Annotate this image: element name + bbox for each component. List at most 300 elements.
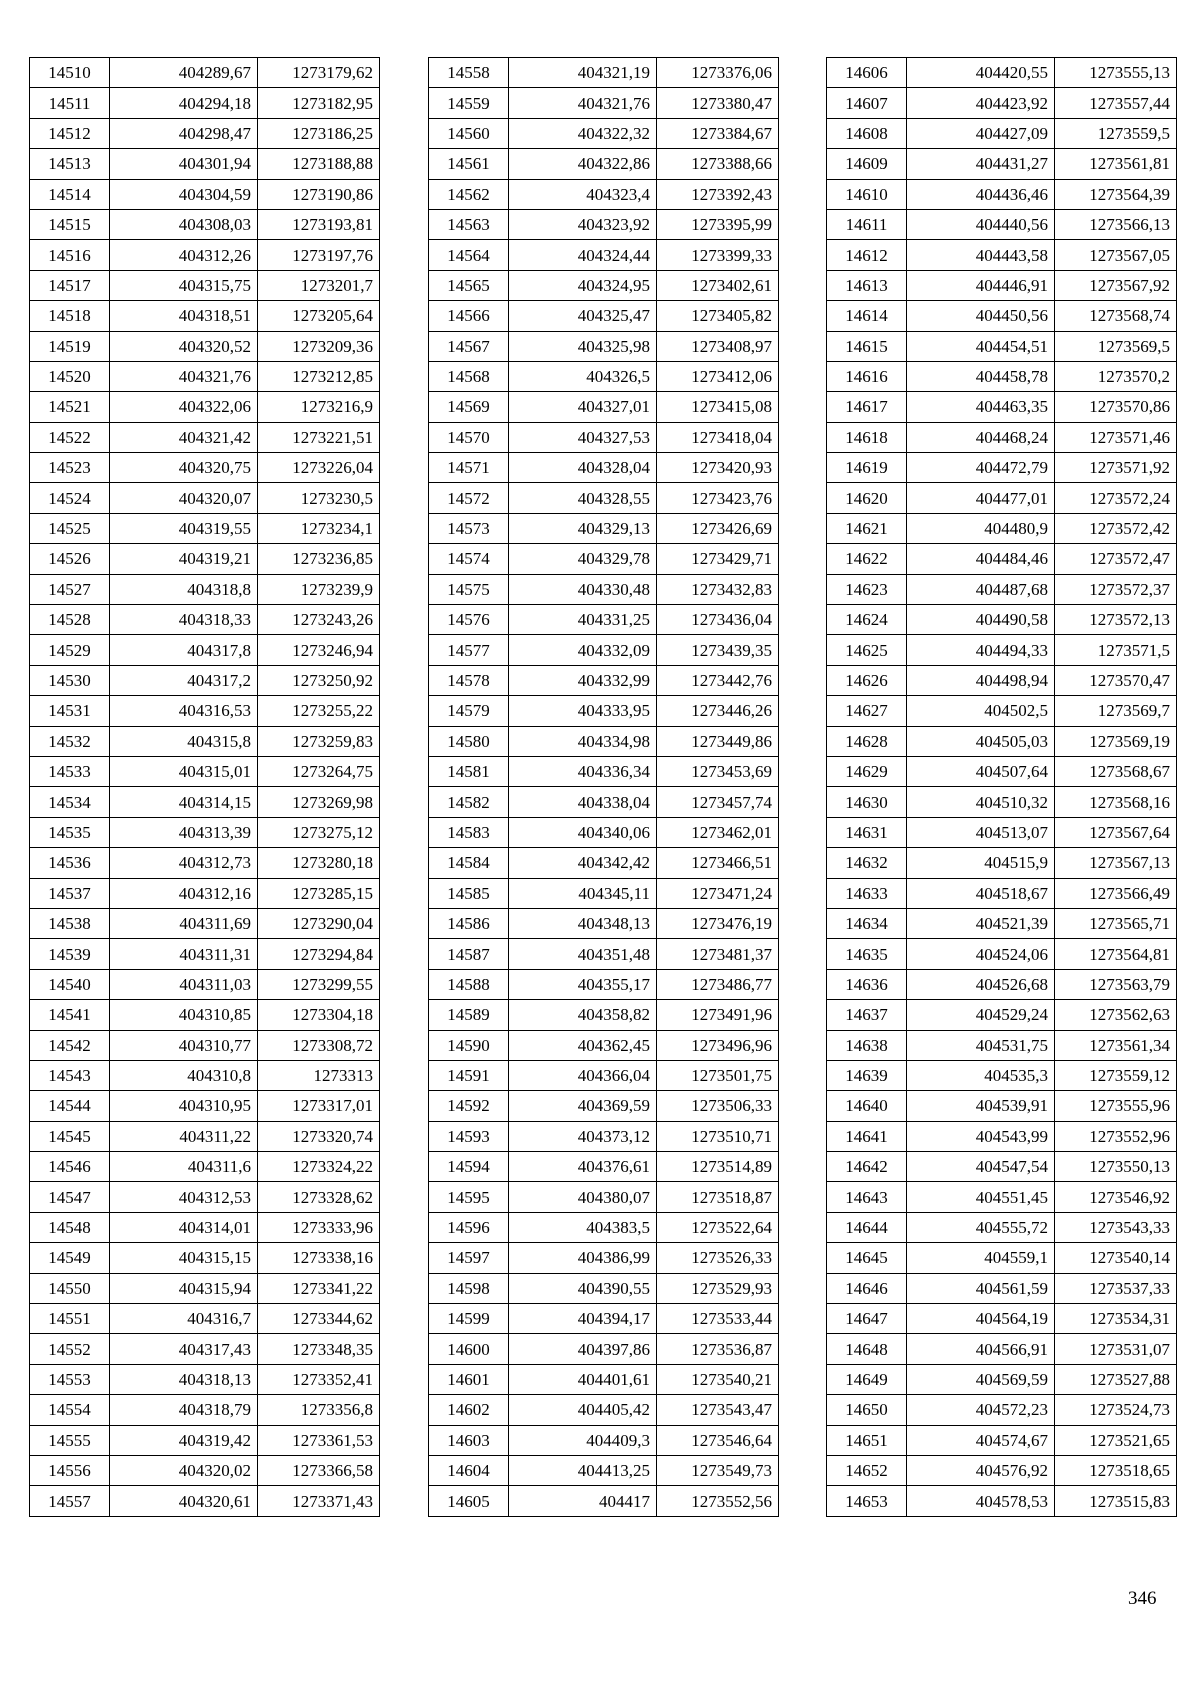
table-row (30, 1304, 380, 1334)
point-number-cell: 14617 (827, 392, 907, 422)
y-coordinate-cell: 1273568,16 (1055, 787, 1177, 817)
point-number-cell: 14616 (827, 361, 907, 391)
table-row (429, 756, 779, 786)
table-row (429, 1243, 779, 1273)
x-coordinate-cell: 404320,75 (110, 453, 258, 483)
y-coordinate-cell: 1273567,92 (1055, 270, 1177, 300)
y-coordinate-cell: 1273420,93 (657, 453, 779, 483)
table-row (30, 1243, 380, 1273)
point-number-cell: 14637 (827, 1000, 907, 1030)
point-number-cell: 14516 (30, 240, 110, 270)
point-number-cell: 14570 (429, 422, 509, 452)
x-coordinate-cell: 404312,53 (110, 1182, 258, 1212)
point-number-cell: 14608 (827, 118, 907, 148)
y-coordinate-cell: 1273352,41 (258, 1364, 380, 1394)
y-coordinate-cell: 1273564,81 (1055, 939, 1177, 969)
x-coordinate-cell: 404325,98 (509, 331, 657, 361)
x-coordinate-cell: 404340,06 (509, 817, 657, 847)
x-coordinate-cell: 404397,86 (509, 1334, 657, 1364)
point-number-cell: 14575 (429, 574, 509, 604)
table-row (429, 1152, 779, 1182)
table-row (429, 544, 779, 574)
y-coordinate-cell: 1273557,44 (1055, 88, 1177, 118)
y-coordinate-cell: 1273209,36 (258, 331, 380, 361)
y-coordinate-cell: 1273550,13 (1055, 1152, 1177, 1182)
x-coordinate-cell: 404316,53 (110, 696, 258, 726)
point-number-cell: 14543 (30, 1060, 110, 1090)
point-number-cell: 14628 (827, 726, 907, 756)
point-number-cell: 14535 (30, 817, 110, 847)
y-coordinate-cell: 1273506,33 (657, 1091, 779, 1121)
x-coordinate-cell: 404405,42 (509, 1395, 657, 1425)
y-coordinate-cell: 1273570,86 (1055, 392, 1177, 422)
point-number-cell: 14523 (30, 453, 110, 483)
point-number-cell: 14618 (827, 422, 907, 452)
x-coordinate-cell: 404318,79 (110, 1395, 258, 1425)
table-row (429, 726, 779, 756)
point-number-cell: 14587 (429, 939, 509, 969)
table-row (429, 605, 779, 635)
table-row (827, 787, 1177, 817)
table-row (429, 635, 779, 665)
y-coordinate-cell: 1273230,5 (258, 483, 380, 513)
y-coordinate-cell: 1273533,44 (657, 1304, 779, 1334)
y-coordinate-cell: 1273313 (258, 1060, 380, 1090)
table-row (827, 574, 1177, 604)
point-number-cell: 14514 (30, 179, 110, 209)
table-row (30, 88, 380, 118)
table-row (827, 817, 1177, 847)
y-coordinate-cell: 1273481,37 (657, 939, 779, 969)
x-coordinate-cell: 404329,78 (509, 544, 657, 574)
table-row (429, 149, 779, 179)
table-row (429, 1030, 779, 1060)
x-coordinate-cell: 404327,01 (509, 392, 657, 422)
table-row (827, 726, 1177, 756)
point-number-cell: 14547 (30, 1182, 110, 1212)
y-coordinate-cell: 1273549,73 (657, 1455, 779, 1485)
x-coordinate-cell: 404333,95 (509, 696, 657, 726)
point-number-cell: 14630 (827, 787, 907, 817)
point-number-cell: 14553 (30, 1364, 110, 1394)
table-row (827, 1455, 1177, 1485)
point-number-cell: 14644 (827, 1212, 907, 1242)
point-number-cell: 14631 (827, 817, 907, 847)
table-row (30, 513, 380, 543)
x-coordinate-cell: 404369,59 (509, 1091, 657, 1121)
x-coordinate-cell: 404487,68 (907, 574, 1055, 604)
y-coordinate-cell: 1273259,83 (258, 726, 380, 756)
y-coordinate-cell: 1273294,84 (258, 939, 380, 969)
point-number-cell: 14638 (827, 1030, 907, 1060)
x-coordinate-cell: 404468,24 (907, 422, 1055, 452)
table-row (30, 209, 380, 239)
point-number-cell: 14653 (827, 1486, 907, 1516)
x-coordinate-cell: 404547,54 (907, 1152, 1055, 1182)
table-row (429, 878, 779, 908)
table-row (429, 1212, 779, 1242)
point-number-cell: 14649 (827, 1364, 907, 1394)
x-coordinate-cell: 404413,25 (509, 1455, 657, 1485)
point-number-cell: 14568 (429, 361, 509, 391)
point-number-cell: 14622 (827, 544, 907, 574)
point-number-cell: 14528 (30, 605, 110, 635)
table-row (30, 453, 380, 483)
y-coordinate-cell: 1273568,74 (1055, 301, 1177, 331)
x-coordinate-cell: 404313,39 (110, 817, 258, 847)
point-number-cell: 14533 (30, 756, 110, 786)
y-coordinate-cell: 1273328,62 (258, 1182, 380, 1212)
y-coordinate-cell: 1273571,46 (1055, 422, 1177, 452)
y-coordinate-cell: 1273524,73 (1055, 1395, 1177, 1425)
table-row (429, 908, 779, 938)
y-coordinate-cell: 1273449,86 (657, 726, 779, 756)
y-coordinate-cell: 1273308,72 (258, 1030, 380, 1060)
table-row (827, 1091, 1177, 1121)
x-coordinate-cell: 404328,04 (509, 453, 657, 483)
y-coordinate-cell: 1273333,96 (258, 1212, 380, 1242)
table-row (30, 483, 380, 513)
point-number-cell: 14599 (429, 1304, 509, 1334)
x-coordinate-cell: 404318,33 (110, 605, 258, 635)
y-coordinate-cell: 1273392,43 (657, 179, 779, 209)
table-row (429, 1486, 779, 1516)
point-number-cell: 14551 (30, 1304, 110, 1334)
point-number-cell: 14652 (827, 1455, 907, 1485)
table-row (30, 544, 380, 574)
table-row (827, 544, 1177, 574)
y-coordinate-cell: 1273569,19 (1055, 726, 1177, 756)
point-number-cell: 14548 (30, 1212, 110, 1242)
table-row (827, 908, 1177, 938)
point-number-cell: 14522 (30, 422, 110, 452)
table-row (429, 240, 779, 270)
table-row (429, 453, 779, 483)
table-row (827, 453, 1177, 483)
point-number-cell: 14534 (30, 787, 110, 817)
x-coordinate-cell: 404409,3 (509, 1425, 657, 1455)
table-row (827, 301, 1177, 331)
x-coordinate-cell: 404463,35 (907, 392, 1055, 422)
y-coordinate-cell: 1273446,26 (657, 696, 779, 726)
x-coordinate-cell: 404498,94 (907, 665, 1055, 695)
table-row (30, 331, 380, 361)
table-row (30, 1030, 380, 1060)
x-coordinate-cell: 404310,95 (110, 1091, 258, 1121)
y-coordinate-cell: 1273567,64 (1055, 817, 1177, 847)
y-coordinate-cell: 1273537,33 (1055, 1273, 1177, 1303)
x-coordinate-cell: 404311,31 (110, 939, 258, 969)
y-coordinate-cell: 1273521,65 (1055, 1425, 1177, 1455)
x-coordinate-cell: 404423,92 (907, 88, 1055, 118)
point-number-cell: 14542 (30, 1030, 110, 1060)
table-row (429, 1060, 779, 1090)
table-row (429, 513, 779, 543)
table-row (429, 392, 779, 422)
table-row (30, 1334, 380, 1364)
x-coordinate-cell: 404326,5 (509, 361, 657, 391)
table-row (30, 179, 380, 209)
x-coordinate-cell: 404310,77 (110, 1030, 258, 1060)
point-number-cell: 14557 (30, 1486, 110, 1516)
table-row (827, 939, 1177, 969)
point-number-cell: 14563 (429, 209, 509, 239)
point-number-cell: 14556 (30, 1455, 110, 1485)
y-coordinate-cell: 1273380,47 (657, 88, 779, 118)
x-coordinate-cell: 404566,91 (907, 1334, 1055, 1364)
table-row (429, 665, 779, 695)
table-row (827, 1182, 1177, 1212)
point-number-cell: 14538 (30, 908, 110, 938)
point-number-cell: 14620 (827, 483, 907, 513)
x-coordinate-cell: 404329,13 (509, 513, 657, 543)
point-number-cell: 14552 (30, 1334, 110, 1364)
x-coordinate-cell: 404323,92 (509, 209, 657, 239)
y-coordinate-cell: 1273264,75 (258, 756, 380, 786)
table-row (30, 149, 380, 179)
point-number-cell: 14513 (30, 149, 110, 179)
table-row (30, 1182, 380, 1212)
y-coordinate-cell: 1273572,24 (1055, 483, 1177, 513)
y-coordinate-cell: 1273361,53 (258, 1425, 380, 1455)
table-row (429, 969, 779, 999)
y-coordinate-cell: 1273546,64 (657, 1425, 779, 1455)
table-row (429, 1334, 779, 1364)
table-row (30, 240, 380, 270)
point-number-cell: 14531 (30, 696, 110, 726)
table-row (827, 969, 1177, 999)
x-coordinate-cell: 404322,86 (509, 149, 657, 179)
y-coordinate-cell: 1273384,67 (657, 118, 779, 148)
y-coordinate-cell: 1273338,16 (258, 1243, 380, 1273)
y-coordinate-cell: 1273405,82 (657, 301, 779, 331)
y-coordinate-cell: 1273234,1 (258, 513, 380, 543)
y-coordinate-cell: 1273436,04 (657, 605, 779, 635)
point-number-cell: 14583 (429, 817, 509, 847)
y-coordinate-cell: 1273269,98 (258, 787, 380, 817)
table-row (30, 635, 380, 665)
table-row (30, 1273, 380, 1303)
y-coordinate-cell: 1273471,24 (657, 878, 779, 908)
y-coordinate-cell: 1273561,81 (1055, 149, 1177, 179)
point-number-cell: 14606 (827, 58, 907, 88)
y-coordinate-cell: 1273320,74 (258, 1121, 380, 1151)
point-number-cell: 14569 (429, 392, 509, 422)
y-coordinate-cell: 1273531,07 (1055, 1334, 1177, 1364)
x-coordinate-cell: 404315,8 (110, 726, 258, 756)
point-number-cell: 14623 (827, 574, 907, 604)
point-number-cell: 14597 (429, 1243, 509, 1273)
x-coordinate-cell: 404394,17 (509, 1304, 657, 1334)
table-row (30, 665, 380, 695)
point-number-cell: 14614 (827, 301, 907, 331)
point-number-cell: 14519 (30, 331, 110, 361)
y-coordinate-cell: 1273457,74 (657, 787, 779, 817)
table-row (827, 1304, 1177, 1334)
point-number-cell: 14517 (30, 270, 110, 300)
x-coordinate-cell: 404301,94 (110, 149, 258, 179)
x-coordinate-cell: 404312,16 (110, 878, 258, 908)
point-number-cell: 14626 (827, 665, 907, 695)
point-number-cell: 14629 (827, 756, 907, 786)
x-coordinate-cell: 404321,76 (110, 361, 258, 391)
table-row (827, 1060, 1177, 1090)
y-coordinate-cell: 1273540,21 (657, 1364, 779, 1394)
y-coordinate-cell: 1273501,75 (657, 1060, 779, 1090)
point-number-cell: 14596 (429, 1212, 509, 1242)
point-number-cell: 14512 (30, 118, 110, 148)
point-number-cell: 14590 (429, 1030, 509, 1060)
y-coordinate-cell: 1273423,76 (657, 483, 779, 513)
y-coordinate-cell: 1273285,15 (258, 878, 380, 908)
x-coordinate-cell: 404330,48 (509, 574, 657, 604)
x-coordinate-cell: 404324,44 (509, 240, 657, 270)
y-coordinate-cell: 1273304,18 (258, 1000, 380, 1030)
y-coordinate-cell: 1273280,18 (258, 848, 380, 878)
point-number-cell: 14601 (429, 1364, 509, 1394)
point-number-cell: 14529 (30, 635, 110, 665)
table-row (827, 878, 1177, 908)
x-coordinate-cell: 404312,73 (110, 848, 258, 878)
y-coordinate-cell: 1273371,43 (258, 1486, 380, 1516)
x-coordinate-cell: 404314,01 (110, 1212, 258, 1242)
y-coordinate-cell: 1273246,94 (258, 635, 380, 665)
point-number-cell: 14562 (429, 179, 509, 209)
y-coordinate-cell: 1273439,35 (657, 635, 779, 665)
point-number-cell: 14510 (30, 58, 110, 88)
y-coordinate-cell: 1273527,88 (1055, 1364, 1177, 1394)
y-coordinate-cell: 1273510,71 (657, 1121, 779, 1151)
point-number-cell: 14609 (827, 149, 907, 179)
table-row (30, 787, 380, 817)
y-coordinate-cell: 1273236,85 (258, 544, 380, 574)
table-row (429, 179, 779, 209)
table-row (30, 58, 380, 88)
table-row (827, 179, 1177, 209)
point-number-cell: 14604 (429, 1455, 509, 1485)
y-coordinate-cell: 1273514,89 (657, 1152, 779, 1182)
x-coordinate-cell: 404524,06 (907, 939, 1055, 969)
y-coordinate-cell: 1273559,12 (1055, 1060, 1177, 1090)
point-number-cell: 14567 (429, 331, 509, 361)
point-number-cell: 14532 (30, 726, 110, 756)
y-coordinate-cell: 1273432,83 (657, 574, 779, 604)
point-number-cell: 14536 (30, 848, 110, 878)
x-coordinate-cell: 404543,99 (907, 1121, 1055, 1151)
y-coordinate-cell: 1273567,05 (1055, 240, 1177, 270)
coordinate-table-3 (826, 57, 1177, 1517)
point-number-cell: 14546 (30, 1152, 110, 1182)
x-coordinate-cell: 404366,04 (509, 1060, 657, 1090)
table-row (429, 1121, 779, 1151)
x-coordinate-cell: 404383,5 (509, 1212, 657, 1242)
point-number-cell: 14555 (30, 1425, 110, 1455)
x-coordinate-cell: 404327,53 (509, 422, 657, 452)
point-number-cell: 14642 (827, 1152, 907, 1182)
point-number-cell: 14651 (827, 1425, 907, 1455)
point-number-cell: 14545 (30, 1121, 110, 1151)
table-row (429, 1364, 779, 1394)
table-row (429, 331, 779, 361)
y-coordinate-cell: 1273415,08 (657, 392, 779, 422)
x-coordinate-cell: 404324,95 (509, 270, 657, 300)
table-row (429, 361, 779, 391)
x-coordinate-cell: 404328,55 (509, 483, 657, 513)
table-row (429, 939, 779, 969)
y-coordinate-cell: 1273563,79 (1055, 969, 1177, 999)
x-coordinate-cell: 404515,9 (907, 848, 1055, 878)
y-coordinate-cell: 1273193,81 (258, 209, 380, 239)
point-number-cell: 14550 (30, 1273, 110, 1303)
point-number-cell: 14572 (429, 483, 509, 513)
y-coordinate-cell: 1273212,85 (258, 361, 380, 391)
x-coordinate-cell: 404315,75 (110, 270, 258, 300)
table-row (30, 1121, 380, 1151)
x-coordinate-cell: 404431,27 (907, 149, 1055, 179)
point-number-cell: 14549 (30, 1243, 110, 1273)
x-coordinate-cell: 404507,64 (907, 756, 1055, 786)
table-row (827, 483, 1177, 513)
point-number-cell: 14525 (30, 513, 110, 543)
point-number-cell: 14645 (827, 1243, 907, 1273)
x-coordinate-cell: 404348,13 (509, 908, 657, 938)
y-coordinate-cell: 1273555,96 (1055, 1091, 1177, 1121)
table-row (827, 392, 1177, 422)
point-number-cell: 14627 (827, 696, 907, 726)
point-number-cell: 14612 (827, 240, 907, 270)
y-coordinate-cell: 1273190,86 (258, 179, 380, 209)
point-number-cell: 14581 (429, 756, 509, 786)
point-number-cell: 14607 (827, 88, 907, 118)
y-coordinate-cell: 1273243,26 (258, 605, 380, 635)
x-coordinate-cell: 404320,02 (110, 1455, 258, 1485)
x-coordinate-cell: 404440,56 (907, 209, 1055, 239)
table-row (30, 908, 380, 938)
x-coordinate-cell: 404358,82 (509, 1000, 657, 1030)
x-coordinate-cell: 404345,11 (509, 878, 657, 908)
point-number-cell: 14580 (429, 726, 509, 756)
x-coordinate-cell: 404336,34 (509, 756, 657, 786)
point-number-cell: 14641 (827, 1121, 907, 1151)
x-coordinate-cell: 404502,5 (907, 696, 1055, 726)
y-coordinate-cell: 1273429,71 (657, 544, 779, 574)
point-number-cell: 14589 (429, 1000, 509, 1030)
table-row (30, 1486, 380, 1516)
table-row (827, 422, 1177, 452)
x-coordinate-cell: 404555,72 (907, 1212, 1055, 1242)
y-coordinate-cell: 1273526,33 (657, 1243, 779, 1273)
point-number-cell: 14539 (30, 939, 110, 969)
x-coordinate-cell: 404564,19 (907, 1304, 1055, 1334)
x-coordinate-cell: 404484,46 (907, 544, 1055, 574)
x-coordinate-cell: 404559,1 (907, 1243, 1055, 1273)
table-row (429, 88, 779, 118)
point-number-cell: 14625 (827, 635, 907, 665)
y-coordinate-cell: 1273552,56 (657, 1486, 779, 1516)
x-coordinate-cell: 404443,58 (907, 240, 1055, 270)
point-number-cell: 14603 (429, 1425, 509, 1455)
x-coordinate-cell: 404526,68 (907, 969, 1055, 999)
table-row (30, 696, 380, 726)
point-number-cell: 14594 (429, 1152, 509, 1182)
y-coordinate-cell: 1273462,01 (657, 817, 779, 847)
table-row (429, 1455, 779, 1485)
y-coordinate-cell: 1273395,99 (657, 209, 779, 239)
point-number-cell: 14558 (429, 58, 509, 88)
y-coordinate-cell: 1273290,04 (258, 908, 380, 938)
point-number-cell: 14634 (827, 908, 907, 938)
x-coordinate-cell: 404316,7 (110, 1304, 258, 1334)
